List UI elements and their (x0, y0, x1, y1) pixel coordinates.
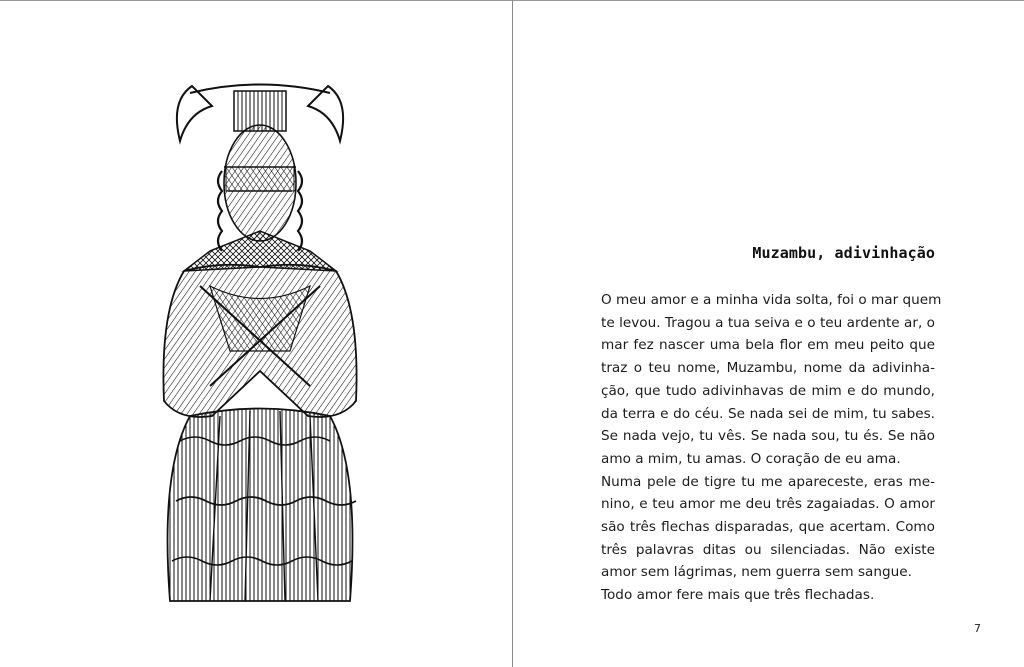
page-number: 7 (974, 622, 981, 635)
poem-line: Se nada vejo, tu vês. Se nada sou, tu és. Se não (601, 428, 935, 445)
poem-line: mar fez nascer uma bela flor em meu peito que (601, 337, 935, 354)
left-page (0, 1, 512, 667)
poem-line: amo a mim, tu amas. O coração de eu ama. (601, 450, 901, 467)
poem-line: te levou. Tragou a tua seiva e o teu ardente ar, o (601, 314, 935, 331)
poem-line: amor sem lágrimas, nem guerra sem sangue. (601, 564, 912, 581)
poem-line: Numa pele de tigre tu me apareceste, eras me- (601, 473, 935, 490)
poem-line: nino, e teu amor me deu três zagaiadas. O amor (601, 496, 935, 513)
figure-illustration (140, 71, 380, 611)
poem-title: Muzambu, adivinhação (752, 244, 935, 262)
poem-line: ção, que tudo adivinhavas de mim e do mundo, (601, 382, 935, 399)
poem-line: são três flechas disparadas, que acertam. Como (601, 519, 935, 536)
poem-line: três palavras ditas ou silenciadas. Não existe (601, 541, 935, 558)
poem-line: Todo amor fere mais que três flechadas. (601, 587, 875, 604)
poem-line: O meu amor e a minha vida solta, foi o mar quem (601, 292, 942, 308)
poem-line: da terra e do céu. Se nada sei de mim, tu sabes. (601, 405, 935, 422)
right-page (513, 1, 1024, 667)
poem-body (601, 289, 942, 607)
poem-line: traz o teu nome, Muzambu, nome da adivinha- (601, 360, 935, 377)
